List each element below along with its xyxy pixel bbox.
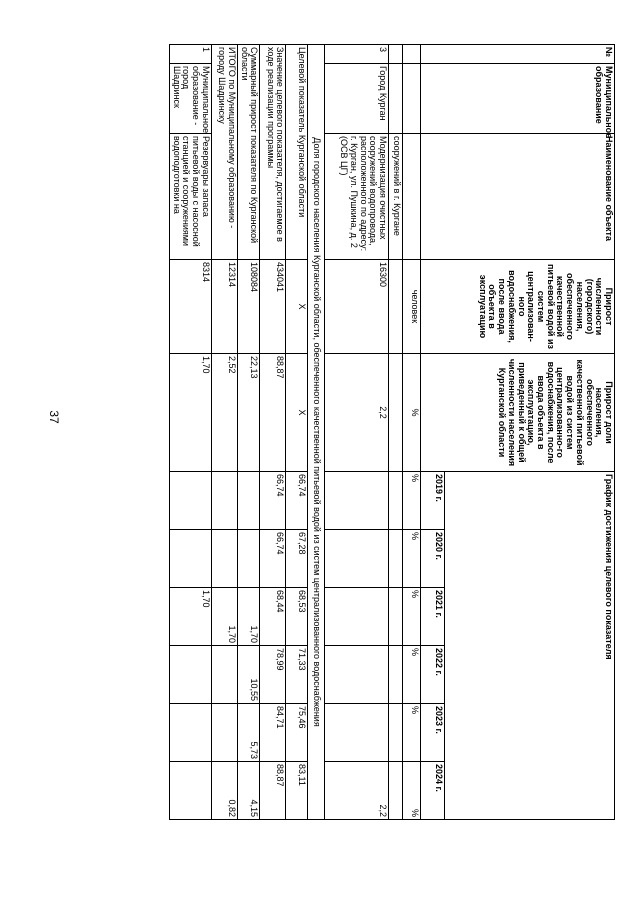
table-row [237, 45, 259, 820]
header-year-2022: 2022 г. [421, 646, 445, 704]
row-value-2024: 4,15 [237, 762, 259, 820]
table-cell [389, 45, 403, 64]
table-cell [389, 354, 403, 472]
unit-share: % [403, 354, 421, 472]
table-cell [237, 472, 259, 530]
section-title: Доля городского населения Курганской области, обеспеченного качественной питьевой водой из систем централизованного водоснабжения [308, 45, 325, 820]
table-cell [389, 260, 403, 354]
row-value-2023: 75,46 [286, 704, 308, 762]
row-population: X [286, 260, 308, 354]
header-population-growth: Прирост численности (городского) населения, обеспеченного качественной питьевой водой из систем централизован-ного водоснабжения, после ввода объекта в эксплуатацию [421, 260, 615, 354]
row-value-2023: 84,71 [260, 704, 286, 762]
row-value-2023: 5,73 [237, 704, 259, 762]
table-row [169, 45, 211, 820]
row-label: Суммарный прирост показателя по Курганской области [237, 45, 259, 260]
units-cell [403, 45, 421, 64]
row-share: X [286, 354, 308, 472]
row-municipality: Муниципальное образование - город Шадринск [169, 64, 211, 134]
row-value-2021: 68,53 [286, 588, 308, 646]
table-cell [389, 646, 403, 704]
row-population: 434041 [260, 260, 286, 354]
row-municipality: Город Курган [325, 64, 389, 134]
row-population: 108084 [237, 260, 259, 354]
row-value-2020: 67,28 [286, 530, 308, 588]
page-number: 37 [47, 410, 61, 424]
row-population: 16300 [325, 260, 389, 354]
table-cell [389, 588, 403, 646]
header-municipality: Муниципальное образование [421, 64, 615, 134]
unit-population: человек [403, 260, 421, 354]
unit-year: % [403, 762, 421, 820]
row-value-2024: 0,82 [211, 762, 237, 820]
unit-year: % [403, 472, 421, 530]
table-row [260, 45, 286, 820]
row-value-2021: 68,44 [260, 588, 286, 646]
row-object-name: Модернизация очистных сооружений водопровода, расположенного по адресу: г. Курган, ул. Пушкина, д. 2 (ОСВ ЦГ) [325, 134, 389, 260]
header-year-2019: 2019 г. [421, 472, 445, 530]
table-row [286, 45, 308, 820]
header-object-name: Наименование объекта [421, 134, 615, 260]
header-year-2020: 2020 г. [421, 530, 445, 588]
row-value-2022: 71,33 [286, 646, 308, 704]
units-row [403, 45, 421, 820]
row-value-2021: 1,70 [211, 588, 237, 646]
object-name-continued: сооружений в г. Кургане [389, 134, 403, 260]
unit-year: % [403, 646, 421, 704]
row-share: 2,2 [325, 354, 389, 472]
table-cell [211, 530, 237, 588]
row-value-2019: 66,74 [286, 472, 308, 530]
header-num: № [421, 45, 615, 64]
table-cell [325, 646, 389, 704]
row-object-name: Резервуары запаса питьевой воды с насосной станцией и сооружениями водоподготовки на [169, 134, 211, 260]
row-value-2022: 10,55 [237, 646, 259, 704]
header-share-growth: Прирост доли населения, обеспеченного качественной питьевой водой из систем централизованно-го водоснабжения, после ввода объекта в эксплуатацию, приведенный к общей численности населения Курганской области [421, 354, 615, 472]
header-schedule: График достижения целевого показателя [445, 472, 615, 820]
header-year-2023: 2023 г. [421, 704, 445, 762]
row-num: 3 [325, 45, 389, 64]
units-cell [403, 64, 421, 134]
target-indicator-table [169, 44, 615, 820]
table-cell [389, 472, 403, 530]
table-cell [169, 704, 211, 762]
row-label: ИТОГО по Муниципальному образованию - городу Шадринску [211, 45, 237, 260]
table-cell [237, 530, 259, 588]
unit-year: % [403, 588, 421, 646]
table-cell [325, 472, 389, 530]
table-cell [169, 472, 211, 530]
units-cell [403, 134, 421, 260]
row-label: Целевой показатель Курганской области [286, 45, 308, 260]
unit-year: % [403, 530, 421, 588]
row-share: 22,13 [237, 354, 259, 472]
section-row [308, 45, 325, 820]
row-share: 88,87 [260, 354, 286, 472]
row-value-2019: 66,74 [260, 472, 286, 530]
row-share: 1,70 [169, 354, 211, 472]
table-cell [389, 530, 403, 588]
table-cell [169, 530, 211, 588]
row-value-2022: 78,99 [260, 646, 286, 704]
table-cell [325, 530, 389, 588]
row-population: 12314 [211, 260, 237, 354]
row-value-2021: 1,70 [169, 588, 211, 646]
table-cell [169, 762, 211, 820]
table-row [325, 45, 389, 820]
header-year-2021: 2021 г. [421, 588, 445, 646]
row-share: 2,52 [211, 354, 237, 472]
row-value-2024: 83,11 [286, 762, 308, 820]
header-row [445, 45, 615, 820]
row-value-2024: 2,2 [325, 762, 389, 820]
table-cell [169, 646, 211, 704]
table-cell [389, 64, 403, 134]
row-value-2020: 66,74 [260, 530, 286, 588]
table-row [389, 45, 403, 820]
table-cell [389, 704, 403, 762]
table-cell [389, 762, 403, 820]
table-cell [211, 472, 237, 530]
row-population: 8314 [169, 260, 211, 354]
row-label: Значение целевого показателя, достигаемое в ходе реализации программы [260, 45, 286, 260]
table-cell [211, 646, 237, 704]
table-cell [325, 704, 389, 762]
header-year-2024: 2024 г. [421, 762, 445, 820]
table-row [211, 45, 237, 820]
table-cell [211, 704, 237, 762]
rotated-table-container [105, 44, 615, 819]
row-value-2024: 88,87 [260, 762, 286, 820]
unit-year: % [403, 704, 421, 762]
table-cell [325, 588, 389, 646]
row-num: 1 [169, 45, 211, 64]
row-value-2021: 1,70 [237, 588, 259, 646]
